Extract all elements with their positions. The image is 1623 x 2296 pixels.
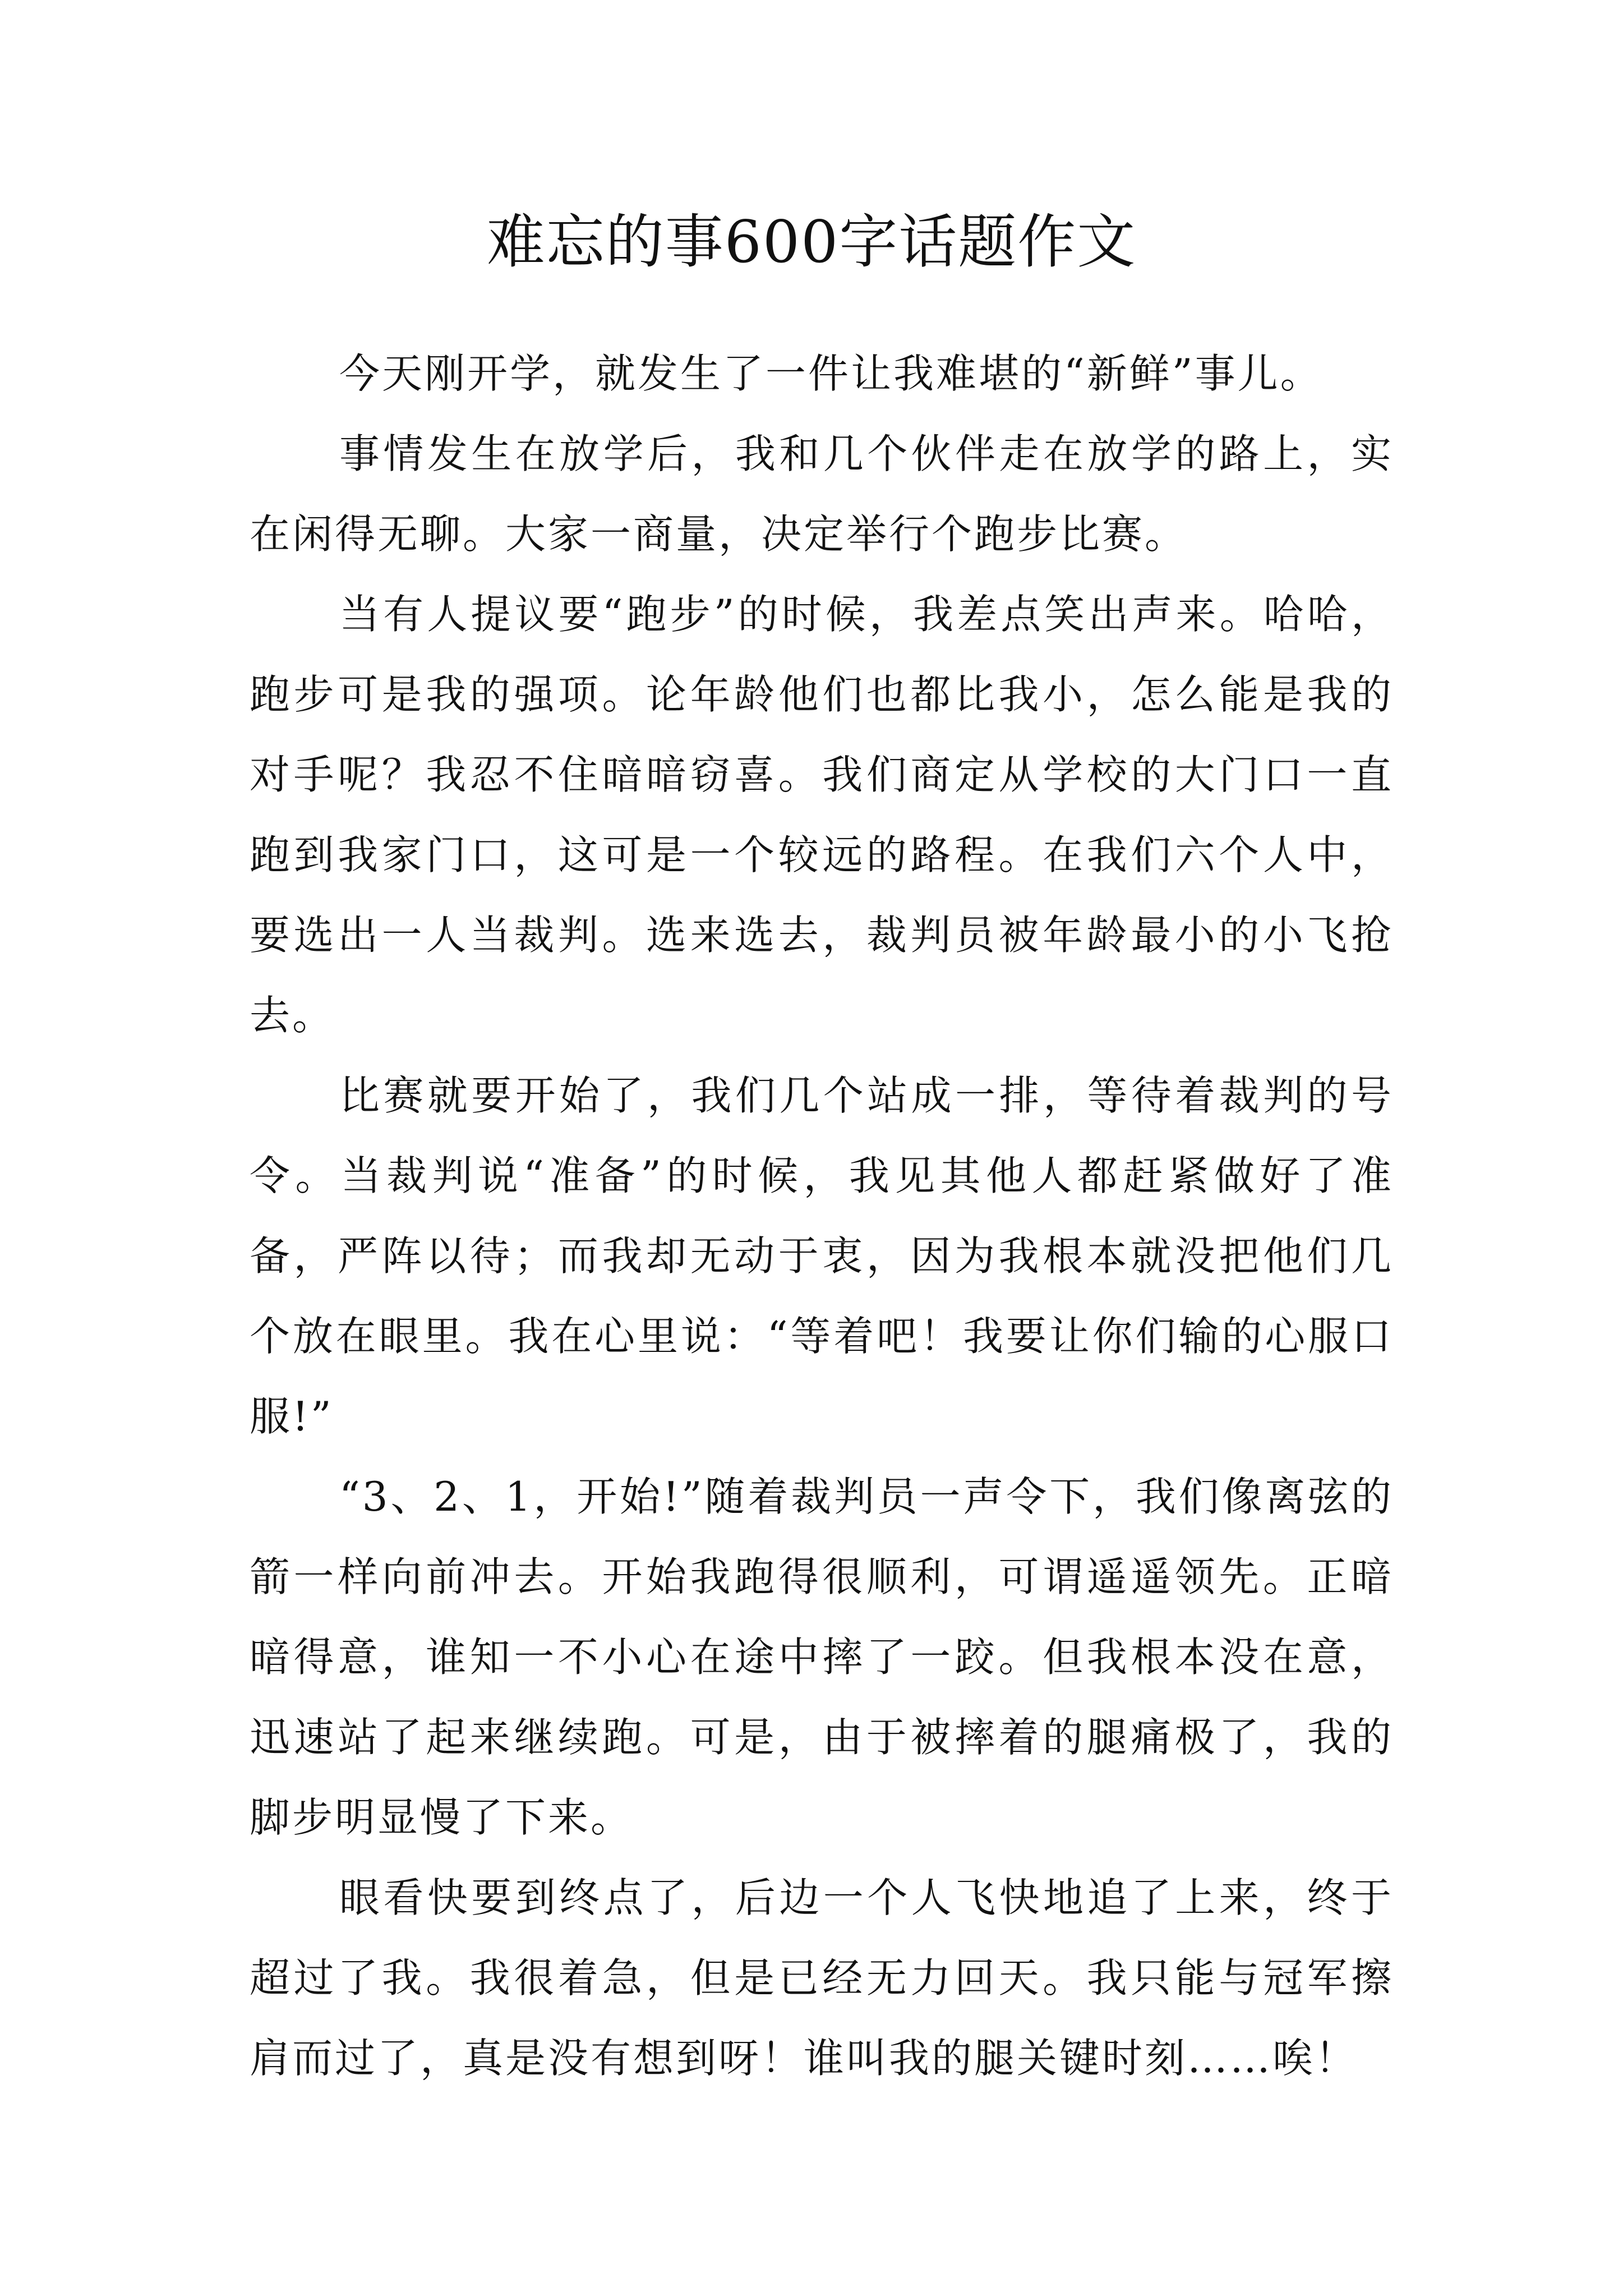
paragraph: 事情发生在放学后，我和几个伙伴走在放学的路上，实在闲得无聊。大家一商量，决定举行个跑步比赛。 <box>250 430 1394 558</box>
paragraph: 当有人提议要“跑步”的时候，我差点笑出声来。哈哈，跑步可是我的强项。论年龄他们也都比我小，怎么能是我的对手呢？我忍不住暗暗窃喜。我们商定从学校的大门口一直跑到我家门口，这可是一个较远的路程。在我们六个人中，要选出一人当裁判。选来选去，裁判员被年龄最小的小飞抢去。 <box>250 591 1394 1039</box>
document-body <box>250 334 1394 2099</box>
paragraph: “3、2、1，开始!”随着裁判员一声令下，我们像离弦的箭一样向前冲去。开始我跑得很顺利，可谓遥遥领先。正暗暗得意，谁知一不小心在途中摔了一跤。但我根本没在意，迅速站了起来继续跑。可是，由于被摔着的腿痛极了，我的脚步明显慢了下来。 <box>250 1473 1394 1841</box>
paragraph: 眼看快要到终点了，后边一个人飞快地追了上来，终于超过了我。我很着急，但是已经无力回天。我只能与冠军擦肩而过了，真是没有想到呀！谁叫我的腿关键时刻……唉！ <box>250 1874 1394 2082</box>
paragraph: 比赛就要开始了，我们几个站成一排，等待着裁判的号令。当裁判说“准备”的时候，我见其他人都赶紧做好了准备，严阵以待；而我却无动于衷，因为我根本就没把他们几个放在眼里。我在心里说：“等着吧！我要让你们输的心服口服!” <box>250 1072 1394 1440</box>
paragraph: 今天刚开学，就发生了一件让我难堪的“新鲜”事儿。 <box>339 350 1323 397</box>
document-title: 难忘的事600字话题作文 <box>486 208 1137 276</box>
